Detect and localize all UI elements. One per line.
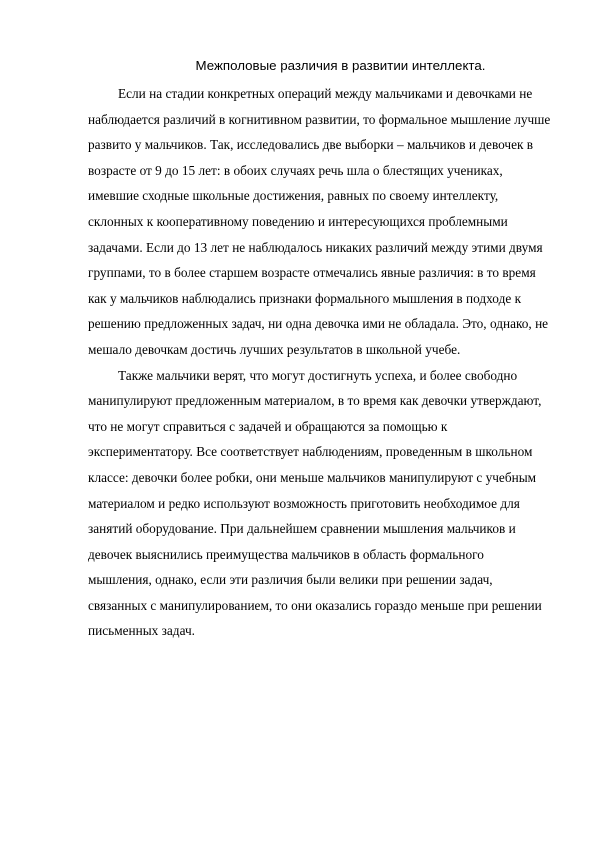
text-line: имевшие сходные школьные достижения, равных по своему интеллекту, [88, 188, 499, 204]
text-line: решению предложенных задач, ни одна девочка ими не обладала. Это, однако, не [88, 316, 549, 332]
text-line: склонных к кооперативному поведению и интересующихся проблемными [88, 213, 508, 229]
text-line: задачами. Если до 13 лет не наблюдалось никаких различий между этими двумя [88, 239, 543, 255]
text-line: как у мальчиков наблюдались признаки формального мышления в подходе к [88, 290, 522, 306]
text-line: Если на стадии конкретных операций между мальчиками и девочками не [118, 86, 533, 101]
text-line: мышления, однако, если эти различия были велики при решении задач, [88, 572, 493, 588]
text-line: связанных с манипулированием, то они оказались гораздо меньше при решении [88, 597, 542, 613]
text-line: Также мальчики верят, что могут достигнуть успеха, и более свободно [118, 367, 518, 383]
text-line: экспериментатору. Все соответствует наблюдениям, проведенным в школьном [88, 444, 533, 460]
text-line: письменных задач. [88, 623, 195, 639]
document-title: Межполовые различия в развитии интеллекта. [195, 58, 486, 73]
text-line: материалом и редко используют возможность приготовить необходимое для [88, 495, 520, 511]
document-body [88, 81, 558, 644]
text-line: наблюдается различий в когнитивном развитии, то формальное мышление лучше [88, 111, 551, 127]
text-line: возрасте от 9 до 15 лет: в обоих случаях речь шла о блестящих учениках, [88, 162, 503, 178]
paragraph-2 [88, 363, 558, 645]
text-line: девочек выяснились преимущества мальчиков в область формального [88, 546, 484, 562]
text-line: развито у мальчиков. Так, исследовались две выборки – мальчиков и девочек в [88, 137, 534, 153]
text-line: мешало девочкам достичь лучших результатов в школьной учебе. [88, 341, 461, 357]
text-line: занятий оборудование. При дальнейшем сравнении мышления мальчиков и [88, 521, 516, 537]
text-line: манипулируют предложенным материалом, в то время как девочки утверждают, [88, 393, 542, 409]
paragraph-1 [88, 81, 558, 363]
text-line: группами, то в более старшем возрасте отмечались явные различия: в то время [88, 265, 536, 281]
text-line: что не могут справиться с задачей и обращаются за помощью к [88, 418, 448, 434]
text-line: классе: девочки более робки, они меньше мальчиков манипулируют с учебным [88, 469, 537, 485]
